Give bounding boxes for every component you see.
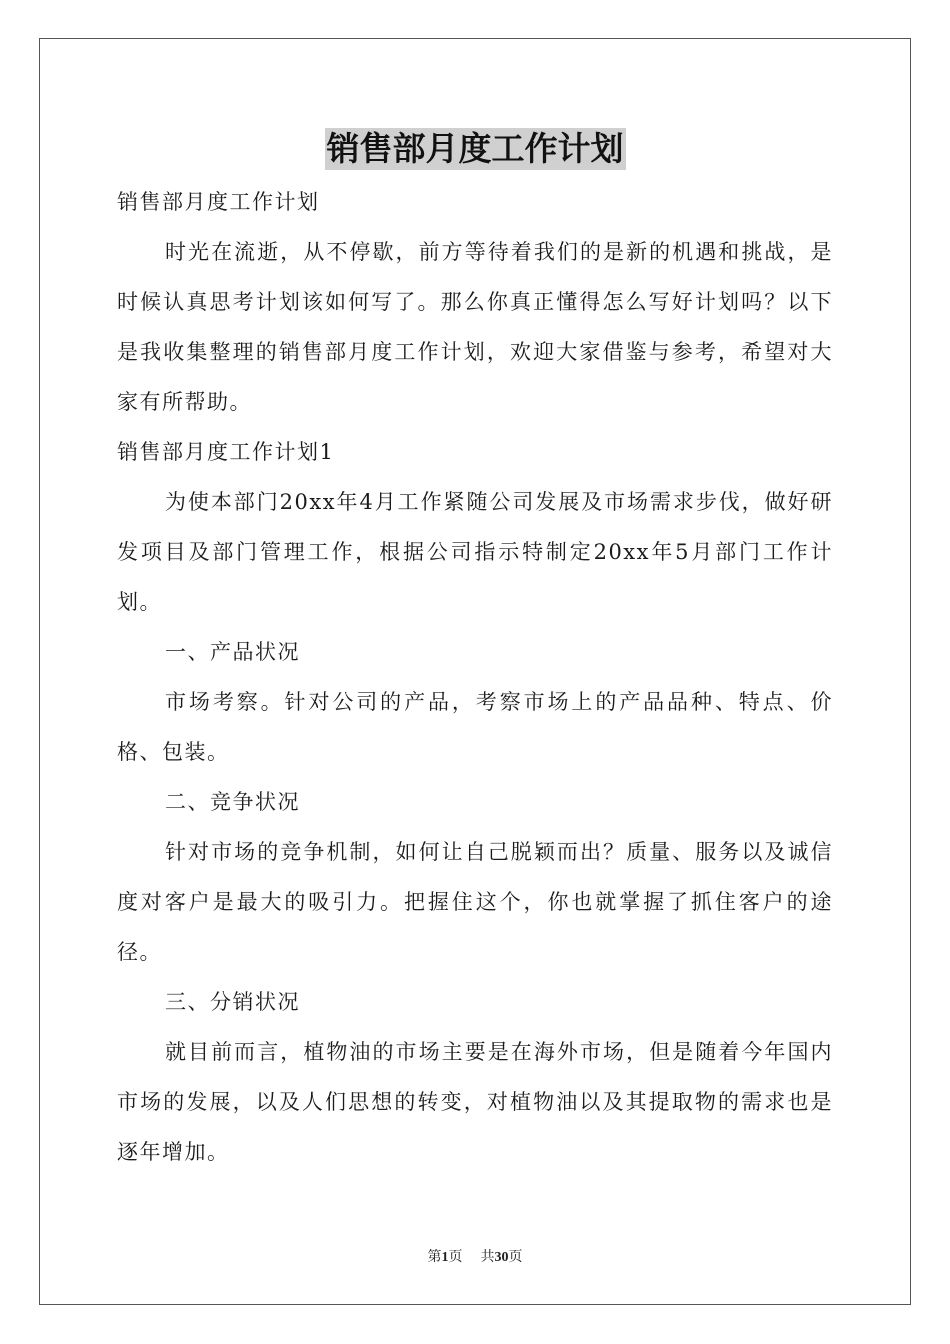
page-suffix: 页 bbox=[448, 1250, 463, 1265]
distribution-status-paragraph: 就目前而言，植物油的市场主要是在海外市场，但是随着今年国内市场的发展，以及人们思想的转变，对植物油以及其提取物的需求也是逐年增加。 bbox=[117, 1040, 833, 1164]
document-body bbox=[117, 177, 833, 1177]
competition-status-paragraph: 针对市场的竞争机制，如何让自己脱颖而出？质量、服务以及诚信度对客户是最大的吸引力。把握住这个，你也就掌握了抓住客户的途径。 bbox=[117, 840, 833, 964]
heading-product-status: 一、产品状况 bbox=[165, 640, 300, 664]
product-status-paragraph: 市场考察。针对公司的产品，考察市场上的产品品种、特点、价格、包装。 bbox=[117, 690, 833, 764]
heading-competition-status: 二、竞争状况 bbox=[165, 790, 300, 814]
intro-paragraph: 时光在流逝，从不停歇，前方等待着我们的是新的机遇和挑战，是时候认真思考计划该如何写了。那么你真正懂得怎么写好计划吗？以下是我收集整理的销售部月度工作计划，欢迎大家借鉴与参考，希望对大家有所帮助。 bbox=[117, 240, 833, 414]
subtitle-line: 销售部月度工作计划 bbox=[117, 190, 320, 214]
total-prefix: 共 bbox=[480, 1250, 495, 1265]
section-heading-plan-1: 销售部月度工作计划1 bbox=[117, 440, 335, 464]
heading-distribution-status: 三、分销状况 bbox=[165, 990, 300, 1014]
total-suffix: 页 bbox=[508, 1250, 523, 1265]
page-footer bbox=[0, 1246, 950, 1266]
total-pages: 30 bbox=[494, 1250, 509, 1265]
plan-1-paragraph: 为使本部门20xx年4月工作紧随公司发展及市场需求步伐，做好研发项目及部门管理工作，根据公司指示特制定20xx年5月部门工作计划。 bbox=[117, 490, 833, 614]
document-title: 销售部月度工作计划 bbox=[326, 129, 624, 168]
page-number: 1 bbox=[441, 1250, 449, 1265]
title-container bbox=[0, 128, 950, 170]
page-prefix: 第 bbox=[427, 1250, 442, 1265]
